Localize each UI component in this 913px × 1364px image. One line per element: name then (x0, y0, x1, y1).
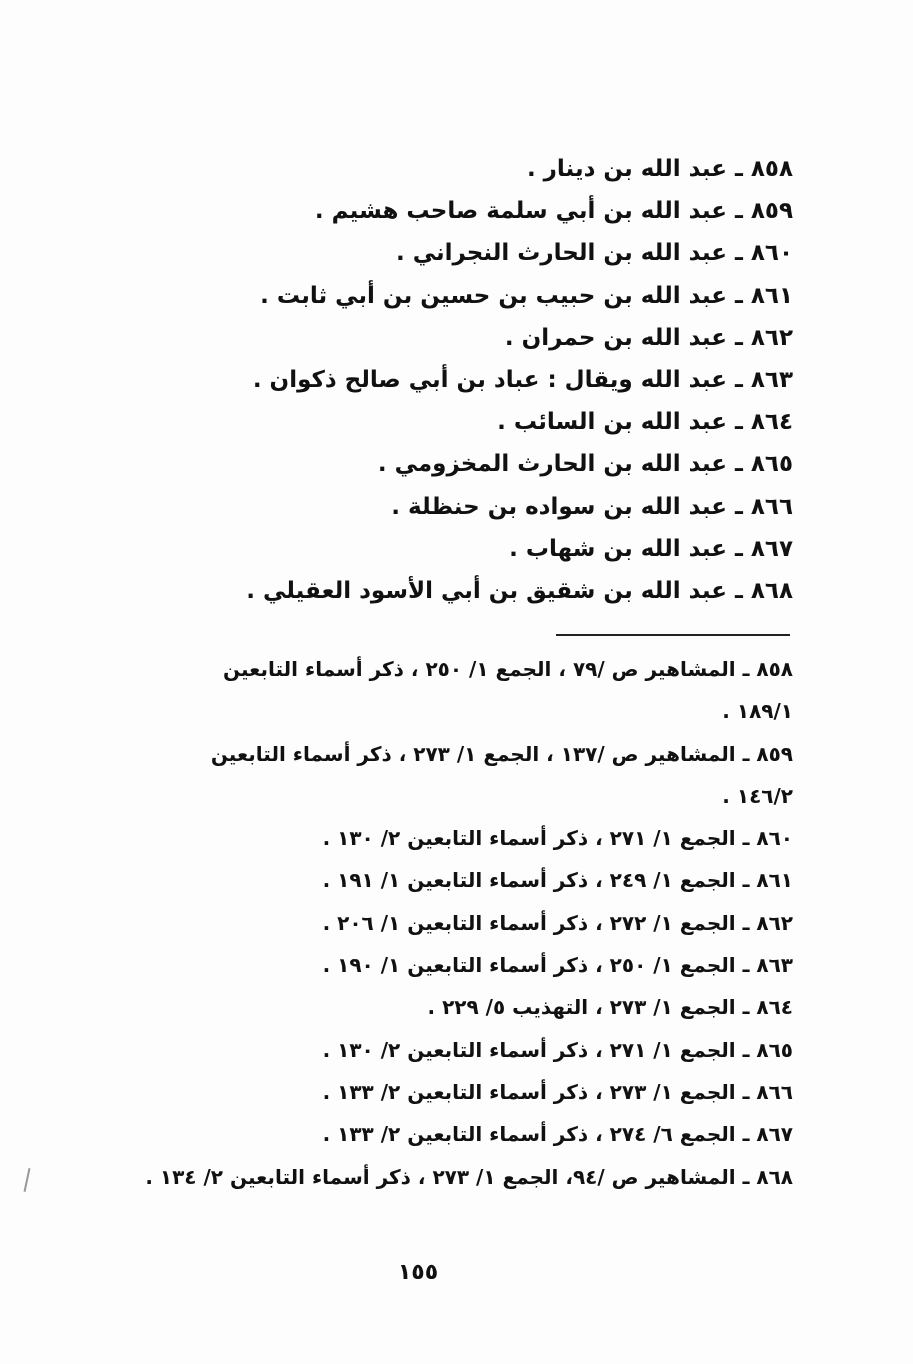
footnote-text: ٨٦٧ ـ الجمع ٦/ ٢٧٤ ، ذكر أسماء التابعين ٢/ ١٣٣ . (322, 1122, 793, 1147)
footnote (103, 859, 793, 901)
footnote-text: ٨٥٨ ـ المشاهير ص /٧٩ ، الجمع ١/ ٢٥٠ ، ذكر أسماء التابعين (223, 657, 793, 681)
page-number: ١٥٥ (397, 1260, 439, 1285)
entry-line: ٨٥٩ ـ عبد الله بن أبي سلمة صاحب هشيم . (314, 198, 793, 225)
entry-line: ٨٦٠ ـ عبد الله بن الحارث النجراني . (395, 240, 793, 267)
footnote-text: ٨٦٣ ـ الجمع ١/ ٢٥٠ ، ذكر أسماء التابعين ١/ ١٩٠ . (322, 953, 793, 978)
footnote (103, 1156, 793, 1198)
footnote-text: ٨٦٨ ـ المشاهير ص /٩٤، الجمع ١/ ٢٧٣ ، ذكر أسماء التابعين ٢/ ١٣٤ . (145, 1164, 793, 1189)
footnote-text: ٨٦٢ ـ الجمع ١/ ٢٧٢ ، ذكر أسماء التابعين ١/ ٢٠٦ . (322, 910, 793, 935)
footnote (103, 1029, 793, 1071)
footnote-continuation: ١٤٦/٢ . (722, 783, 793, 808)
footnote-text: ٨٦٠ ـ الجمع ١/ ٢٧١ ، ذكر أسماء التابعين ٢/ ١٣٠ . (322, 826, 793, 851)
footnote (103, 986, 793, 1028)
entry-line: ٨٦٢ ـ عبد الله بن حمران . (504, 324, 793, 351)
footnote-text: ٨٦٦ ـ الجمع ١/ ٢٧٣ ، ذكر أسماء التابعين ٢/ ١٣٣ . (322, 1079, 793, 1104)
entry-line: ٨٦١ ـ عبد الله بن حبيب بن حسين بن أبي ثابت . (260, 282, 793, 309)
footnote-continuation: ١٨٩/١ . (722, 699, 793, 724)
entry-line: ٨٦٥ ـ عبد الله بن الحارث المخزومي . (377, 451, 793, 478)
entry-line: ٨٦٦ ـ عبد الله بن سواده بن حنظلة . (391, 493, 793, 520)
entry-list (233, 148, 793, 612)
footnote (103, 648, 793, 733)
footnote (103, 1113, 793, 1155)
margin-mark (24, 1168, 31, 1192)
entry-line: ٨٦٣ ـ عبد الله ويقال : عباد بن أبي صالح ذكوان . (252, 366, 793, 393)
entry-line: ٨٦٧ ـ عبد الله بن شهاب . (509, 535, 793, 562)
footnote (103, 817, 793, 859)
footnote-divider (556, 634, 790, 636)
footnote (103, 1071, 793, 1113)
entry-line: ٨٥٨ ـ عبد الله بن دينار . (526, 156, 793, 182)
footnote-text: ٨٦١ ـ الجمع ١/ ٢٤٩ ، ذكر أسماء التابعين ١/ ١٩١ . (322, 868, 793, 893)
entry-line: ٨٦٤ ـ عبد الله بن السائب . (497, 409, 793, 436)
footnote (103, 733, 793, 818)
footnote (103, 902, 793, 944)
entry-line: ٨٦٨ ـ عبد الله بن شقيق بن أبي الأسود العقيلي . (246, 577, 793, 604)
footnote-text: ٨٦٤ ـ الجمع ١/ ٢٧٣ ، التهذيب ٥/ ٢٢٩ . (427, 995, 793, 1020)
footnote-list (103, 648, 793, 1198)
footnote-text: ٨٥٩ ـ المشاهير ص /١٣٧ ، الجمع ١/ ٢٧٣ ، ذكر أسماء التابعين (210, 741, 793, 766)
footnote (103, 944, 793, 986)
footnote-text: ٨٦٥ ـ الجمع ١/ ٢٧١ ، ذكر أسماء التابعين ٢/ ١٣٠ . (322, 1037, 793, 1062)
